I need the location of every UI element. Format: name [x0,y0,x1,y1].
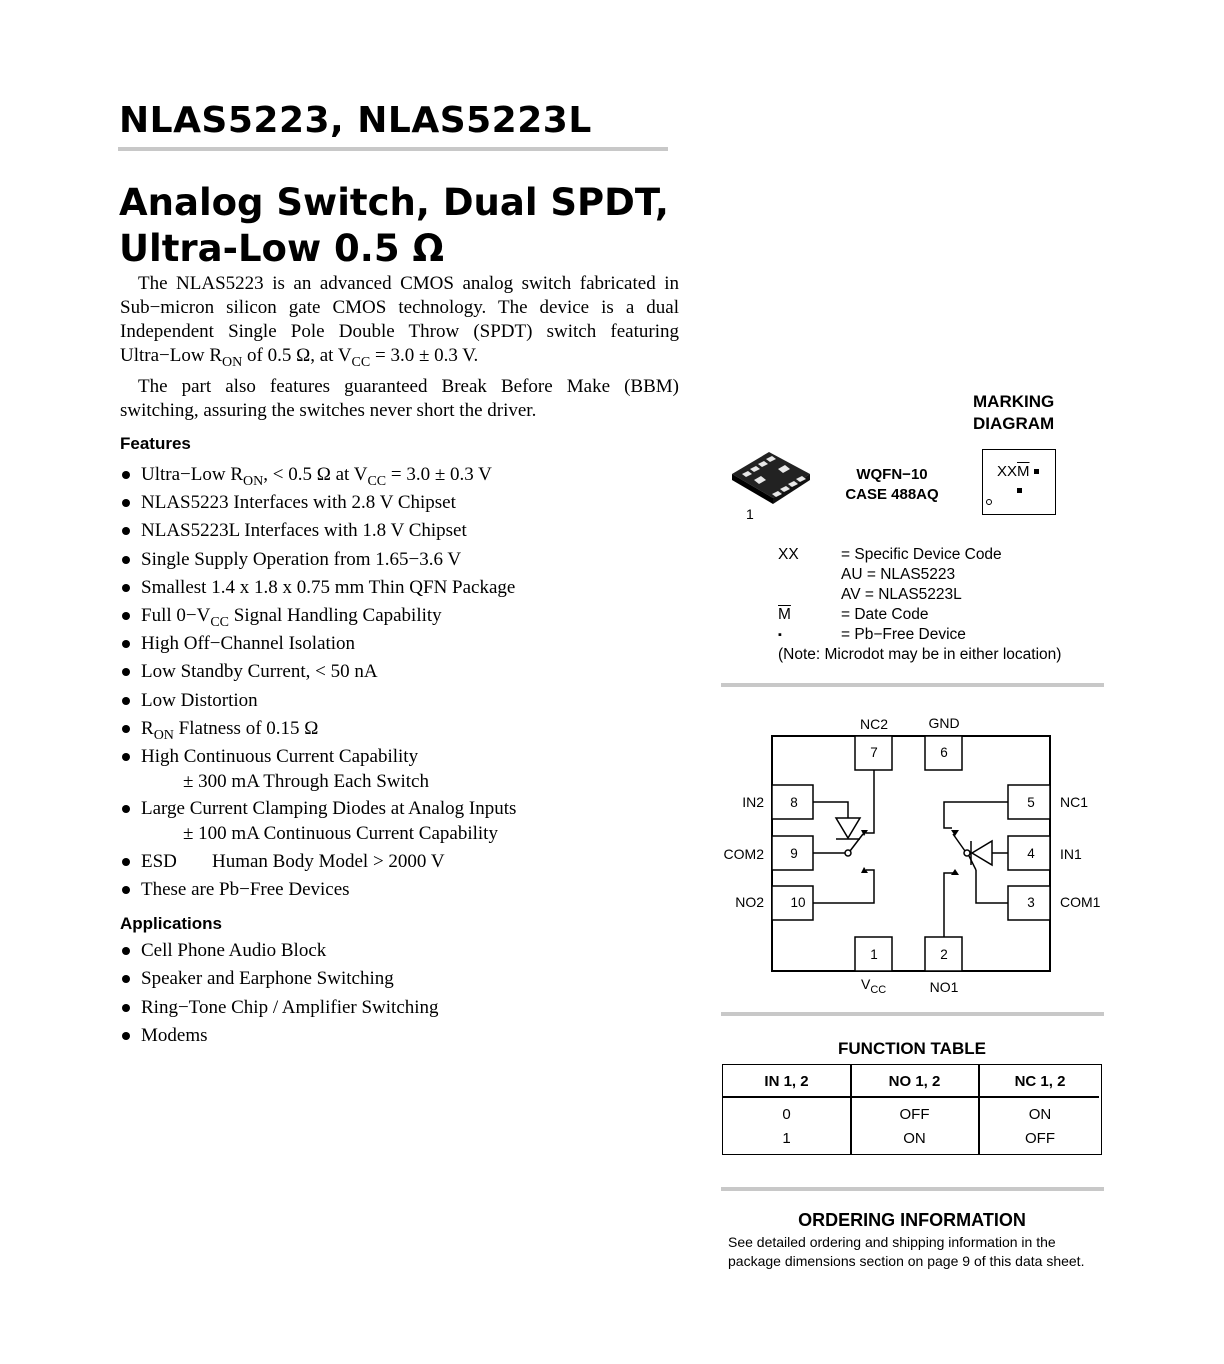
marking-legend [778,545,1061,665]
pin-vcc-label: $V_{CC}$ [861,976,887,996]
pin-4-number: 4 [1027,846,1035,861]
legend-row: ▪ = Pb−Free Device [778,626,966,643]
list-item: Low Standby Current, < 50 nA [120,660,516,688]
title-line-1: Analog Switch, Dual SPDT, [119,181,669,224]
list-item: These are Pb−Free Devices [120,878,516,906]
list-item: NLAS5223 Interfaces with 2.8 V Chipset [120,491,516,519]
package-label: WQFN−10 CASE 488AQ [845,466,939,503]
microdot-icon [1034,469,1039,474]
title-divider [118,147,668,151]
title-line-2: Ultra-Low 0.5 Ω [119,227,444,270]
legend-row: XX = Specific Device Code [778,546,1002,563]
intro-text [120,272,679,423]
pin-8-number: 8 [790,795,798,810]
list-item: Large Current Clamping Diodes at Analog Inputs ± 100 mA Continuous Current Capability [120,797,516,850]
pin-10-number: 10 [790,895,806,910]
list-item: Low Distortion [120,689,516,717]
bullet-icon [122,527,130,535]
pin-nc2-label: NC2 [859,716,889,732]
applications-list [120,939,439,1052]
pin-1-number: 1 [870,947,878,962]
marking-code: $XX\overline{M}$ [997,463,1030,480]
pin-7-number: 7 [870,745,878,760]
list-item: Cell Phone Audio Block [120,939,439,967]
pin-no1-label: NO1 [929,979,959,995]
marking-box [982,449,1056,515]
bullet-icon [122,753,130,761]
intro-paragraph-2: The part also features guaranteed Break Before Make (BBM) switching, assuring the switches never short the driver. [120,375,679,421]
bullet-icon [122,697,130,705]
bullet-icon [122,886,130,894]
pin-no2-label: NO2 [735,894,764,910]
ordering-info-text: See detailed ordering and shipping information in the package dimensions section on page 9 of this data sheet. [728,1234,1085,1269]
bullet-icon [122,668,130,676]
package-image [728,448,814,506]
bullet-icon [122,612,130,620]
function-table [722,1064,1102,1155]
pin-6-number: 6 [940,745,948,760]
bullet-icon [122,947,130,955]
table-column: IN 1, 2 0 1 [764,1073,809,1147]
list-item: High Continuous Current Capability ± 300 mA Through Each Switch [120,745,516,798]
legend-row: AV = NLAS5223L [841,586,962,603]
list-item: NLAS5223L Interfaces with 1.8 V Chipset [120,519,516,547]
pin-9-number: 9 [790,846,798,861]
list-item: Ultra−Low $R_{ON}$, < 0.5 Ω at $V_{CC} = 3.0 \pm 0.3$ V [120,463,516,491]
ordering-info-title: ORDERING INFORMATION [798,1210,1026,1230]
bullet-icon [122,858,130,866]
bullet-icon [122,1032,130,1040]
list-item: Ring−Tone Chip / Amplifier Switching [120,996,439,1024]
bullet-icon [122,640,130,648]
pin-in1-label: IN1 [1060,846,1082,862]
pin-3-number: 3 [1027,895,1035,910]
legend-note: (Note: Microdot may be in either location) [778,646,1062,663]
features-list [120,463,516,906]
pin-2-number: 2 [940,947,948,962]
features-heading: Features [120,434,191,453]
section-divider [721,683,1104,687]
list-item: $R_{ON}$ Flatness of 0.15 Ω [120,717,516,745]
legend-row: $\overline{M}$ = Date Code [778,606,929,623]
table-column: NO 1, 2 OFF ON [888,1073,941,1147]
pin-1-label: 1 [746,506,754,522]
bullet-icon [122,556,130,564]
list-item: Speaker and Earphone Switching [120,967,439,995]
bullet-icon [122,1004,130,1012]
pin-5-number: 5 [1027,795,1035,810]
bullet-icon [122,805,130,813]
pin-nc1-label: NC1 [1060,794,1089,810]
list-item: Modems [120,1024,439,1052]
list-item: Single Supply Operation from 1.65−3.6 V [120,548,516,576]
marking-diagram-title: MARKING DIAGRAM [973,392,1055,433]
microdot-icon [1017,488,1022,493]
pin-in2-label: IN2 [742,794,764,810]
function-table-title: FUNCTION TABLE [838,1039,986,1058]
pin1-indicator-icon [986,499,992,505]
pin-gnd-label: GND [928,715,960,731]
bullet-icon [122,499,130,507]
pinout-diagram [715,710,1115,1000]
section-divider [721,1012,1104,1016]
intro-paragraph-1: The NLAS5223 is an advanced CMOS analog switch fabricated in Sub−micron silicon gate CMOS technology. The device is a dual Independent Single Pole Double Throw (SPDT) switch featuring Ultra−Low $R_{ON}$ of 0.5 Ω, at $V_{CC} = 3.0 \pm 0.3$ V. [120,273,679,370]
table-column: NC 1, 2 ON OFF [1014,1073,1066,1147]
switch-2-schematic [813,770,874,903]
list-item: High Off−Channel Isolation [120,632,516,660]
bullet-icon [122,471,130,479]
applications-heading: Applications [120,914,223,933]
pin-com1-label: COM1 [1060,894,1101,910]
switch-1-schematic [944,802,1008,937]
list-item: Smallest 1.4 x 1.8 x 0.75 mm Thin QFN Package [120,576,516,604]
bullet-icon [122,584,130,592]
pin-com2-label: COM2 [723,846,764,862]
list-item: ESD Human Body Model > 2000 V [120,850,516,878]
part-number-title: NLAS5223, NLAS5223L [119,100,592,141]
bullet-icon [122,725,130,733]
section-divider [721,1187,1104,1191]
list-item: Full $0-V_{CC}$ Signal Handling Capability [120,604,516,632]
bullet-icon [122,975,130,983]
legend-row: AU = NLAS5223 [841,566,956,583]
document-title [119,180,669,272]
